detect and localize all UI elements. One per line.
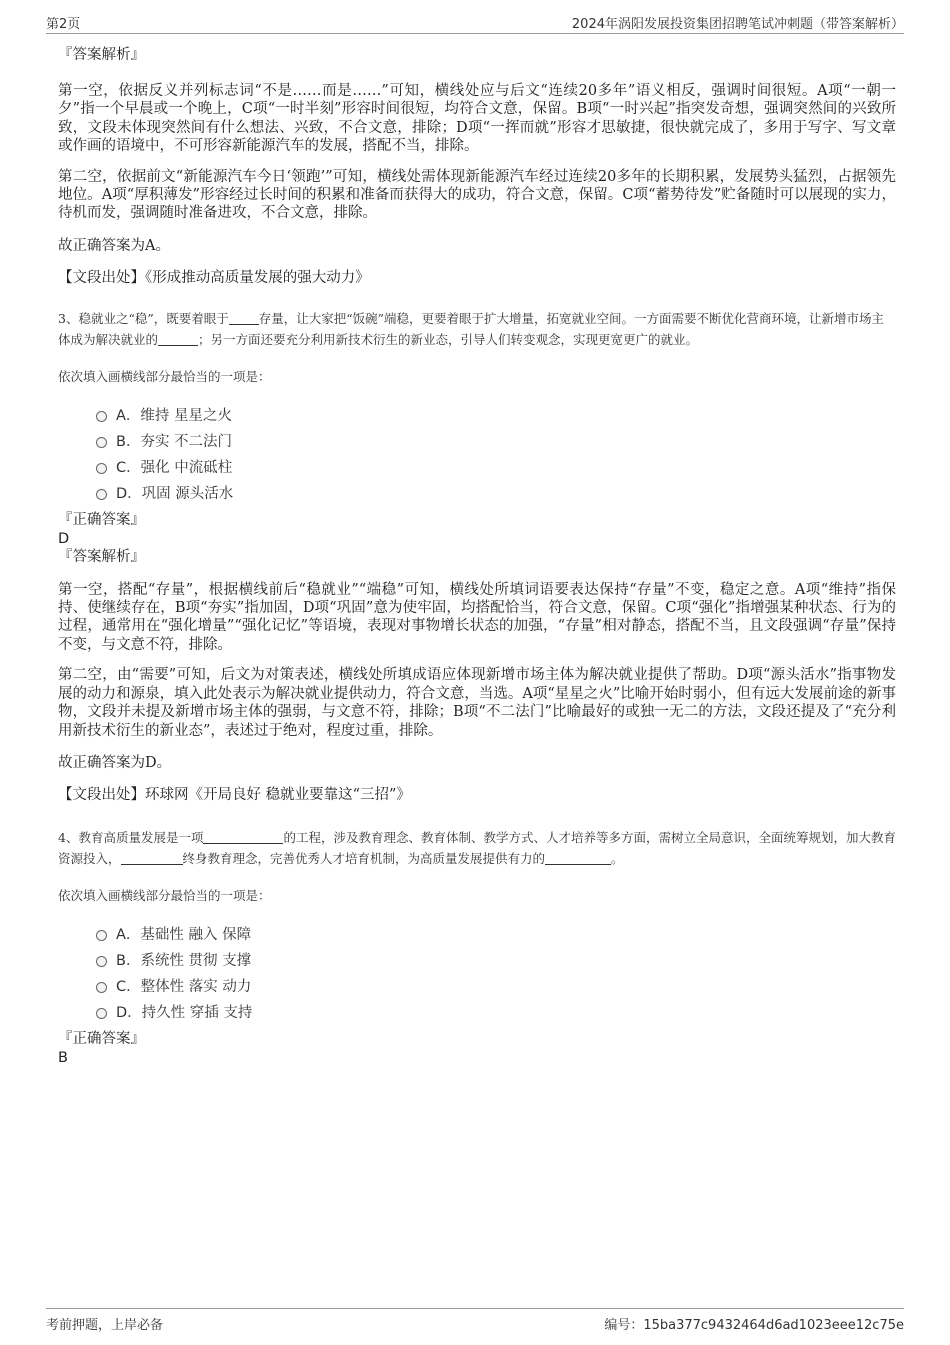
page-number: 第2页 bbox=[46, 17, 81, 32]
radio-icon[interactable] bbox=[96, 1008, 107, 1019]
q4-stem bbox=[58, 827, 896, 869]
document-title: 2024年涡阳发展投资集团招聘笔试冲刺题（带答案解析） bbox=[571, 17, 904, 32]
option-text: 维持 星星之火 bbox=[140, 407, 233, 424]
q4-prompt: 依次填入画横线部分最恰当的一项是： bbox=[58, 887, 271, 903]
q2-analysis-label: 『答案解析』 bbox=[58, 47, 145, 63]
option-letter: B． bbox=[116, 952, 141, 969]
q3-blank-2 bbox=[158, 331, 198, 346]
document-body bbox=[58, 46, 896, 1067]
q3-options bbox=[96, 403, 896, 507]
option-letter: D． bbox=[116, 485, 142, 502]
q4-correct-label: 『正确答案』 bbox=[58, 1030, 145, 1047]
page-footer bbox=[46, 1308, 904, 1333]
q2-analysis-p2: 第二空，依据前文“新能源汽车今日‘领跑’”可知，横线处需体现新能源汽车经过连续20多年的长期积累，发展势头猛烈，占据领先地位。A项“厚积薄发”形容经过长时间的积累和准备而获得大的成功，符合文意，保留。C项“蓄势待发”贮备随时可以展现的实力，待机而发，强调随时准备进攻，不合文意，排除。 bbox=[58, 168, 896, 222]
q2-source: 【文段出处】《形成推动高质量发展的强大动力》 bbox=[58, 270, 370, 287]
q2-conclusion: 故正确答案为A。 bbox=[58, 237, 170, 254]
q4-stem-part: 4、教育高质量发展是一项 bbox=[58, 829, 204, 845]
q4-blank-1 bbox=[203, 829, 283, 844]
option-letter: C． bbox=[116, 978, 141, 995]
q3-stem-part: ；另一方面还要充分利用新技术衍生的新业态，引导人们转变观念，实现更宽更广的就业。 bbox=[198, 331, 699, 347]
q3-analysis-p1: 第一空，搭配“存量”，根据横线前后“稳就业”“端稳”可知，横线处所填词语要表达保持“存量”不变，稳定之意。A项“维持”指保持、使继续存在，B项“夯实”指加固，D项“巩固”意为使牢固，均搭配恰当，符合文意，保留。C项“强化”指增强某种状态、行为的过程，通常用在“强化增量”“强化记忆”等语境，表现对事物增长状态的加强，“存量”相对静态，搭配不当，且文段强调“存量”保持不变，与文意不符，排除。 bbox=[58, 581, 896, 653]
radio-icon[interactable] bbox=[96, 463, 107, 474]
q4-stem-part: 终身教育理念，完善优秀人才培育机制，为高质量发展提供有力的 bbox=[182, 850, 546, 866]
q3-correct-answer: D bbox=[58, 530, 70, 547]
q3-answer bbox=[58, 511, 896, 567]
option-letter: A． bbox=[116, 926, 141, 943]
radio-icon[interactable] bbox=[96, 930, 107, 941]
option-letter: B． bbox=[116, 433, 141, 450]
q4-correct-answer: B bbox=[58, 1049, 68, 1066]
q4-stem-part: 的工程，涉及教育理念、教育体制、教学方式、人才培养等多方面，需树立全局意识，全面统筹规划，加大教育资源投入， bbox=[58, 829, 896, 866]
radio-icon[interactable] bbox=[96, 437, 107, 448]
q3-prompt: 依次填入画横线部分最恰当的一项是： bbox=[58, 368, 271, 384]
q3-option-c[interactable] bbox=[96, 455, 896, 481]
footer-serial: 编号：15ba377c9432464d6ad1023eee12c75e bbox=[604, 1318, 904, 1333]
q4-blank-3 bbox=[545, 850, 611, 865]
q2-analysis-p1: 第一空，依据反义并列标志词“不是……而是……”可知，横线处应与后文“连续20多年”语义相反，强调时间很短。A项“一朝一夕”指一个早晨或一个晚上，C项“一时半刻”形容时间很短，均符合文意，保留。B项“一时兴起”指突发奇想，强调突然间的兴致所致，文段未体现突然间有什么想法、兴致，不合文意，排除；D项“一挥而就”形容才思敏捷，很快就完成了，多用于写字、写文章或作画的语境中，不可形容新能源汽车的发展，搭配不当，排除。 bbox=[58, 83, 896, 155]
option-text: 持久性 穿插 支持 bbox=[141, 1004, 253, 1021]
page-header bbox=[46, 13, 904, 34]
q3-option-a[interactable] bbox=[96, 403, 896, 429]
option-text: 夯实 不二法门 bbox=[140, 433, 233, 450]
option-text: 系统性 贯彻 支撑 bbox=[140, 952, 252, 969]
radio-icon[interactable] bbox=[96, 956, 107, 967]
q4-options bbox=[96, 922, 896, 1026]
q4-option-a[interactable] bbox=[96, 922, 896, 948]
q3-stem-part: 存量，让大家把“饭碗”端稳，更要着眼于扩大增量，拓宽就业空间。一方面需要不断优化营商环境，让新增市场主体成为解决就业的 bbox=[58, 310, 885, 347]
q3-source: 【文段出处】环球网《开局良好 稳就业要靠这“三招”》 bbox=[58, 787, 411, 804]
q4-option-c[interactable] bbox=[96, 974, 896, 1000]
q3-analysis-p2: 第二空，由“需要”可知，后文为对策表述，横线处所填成语应体现新增市场主体为解决就业提供了帮助。D项“源头活水”指事物发展的动力和源泉，填入此处表示为解决就业提供动力，符合文意，当选。A项“星星之火”比喻开始时弱小，但有远大发展前途的新事物，文段并未提及新增市场主体的强弱，与文意不符，排除；B项“不二法门”比喻最好的或独一无二的方法，文段还提及了“充分利用新技术衍生的新业态”，表述过于绝对，程度过重，排除。 bbox=[58, 667, 896, 739]
radio-icon[interactable] bbox=[96, 411, 107, 422]
option-text: 整体性 落实 动力 bbox=[140, 978, 252, 995]
q3-option-b[interactable] bbox=[96, 429, 896, 455]
footer-slogan: 考前押题，上岸必备 bbox=[46, 1318, 164, 1333]
q3-conclusion: 故正确答案为D。 bbox=[58, 754, 172, 771]
option-letter: C． bbox=[116, 459, 141, 476]
option-text: 基础性 融入 保障 bbox=[140, 926, 252, 943]
q3-correct-label: 『正确答案』 bbox=[58, 511, 145, 528]
option-letter: D． bbox=[116, 1004, 142, 1021]
q4-blank-2 bbox=[121, 850, 183, 865]
q4-option-b[interactable] bbox=[96, 948, 896, 974]
q3-analysis-label: 『答案解析』 bbox=[58, 548, 145, 565]
option-text: 强化 中流砥柱 bbox=[140, 459, 233, 476]
q3-option-d[interactable] bbox=[96, 481, 896, 507]
q4-option-d[interactable] bbox=[96, 1000, 896, 1026]
radio-icon[interactable] bbox=[96, 489, 107, 500]
q4-answer bbox=[58, 1030, 896, 1067]
option-text: 巩固 源头活水 bbox=[141, 485, 234, 502]
q3-blank-1 bbox=[229, 310, 259, 325]
q3-stem bbox=[58, 308, 896, 350]
q3-stem-part: 3、稳就业之“稳”，既要着眼于 bbox=[58, 310, 229, 326]
radio-icon[interactable] bbox=[96, 982, 107, 993]
option-letter: A． bbox=[116, 407, 141, 424]
q4-stem-part: 。 bbox=[611, 850, 624, 866]
